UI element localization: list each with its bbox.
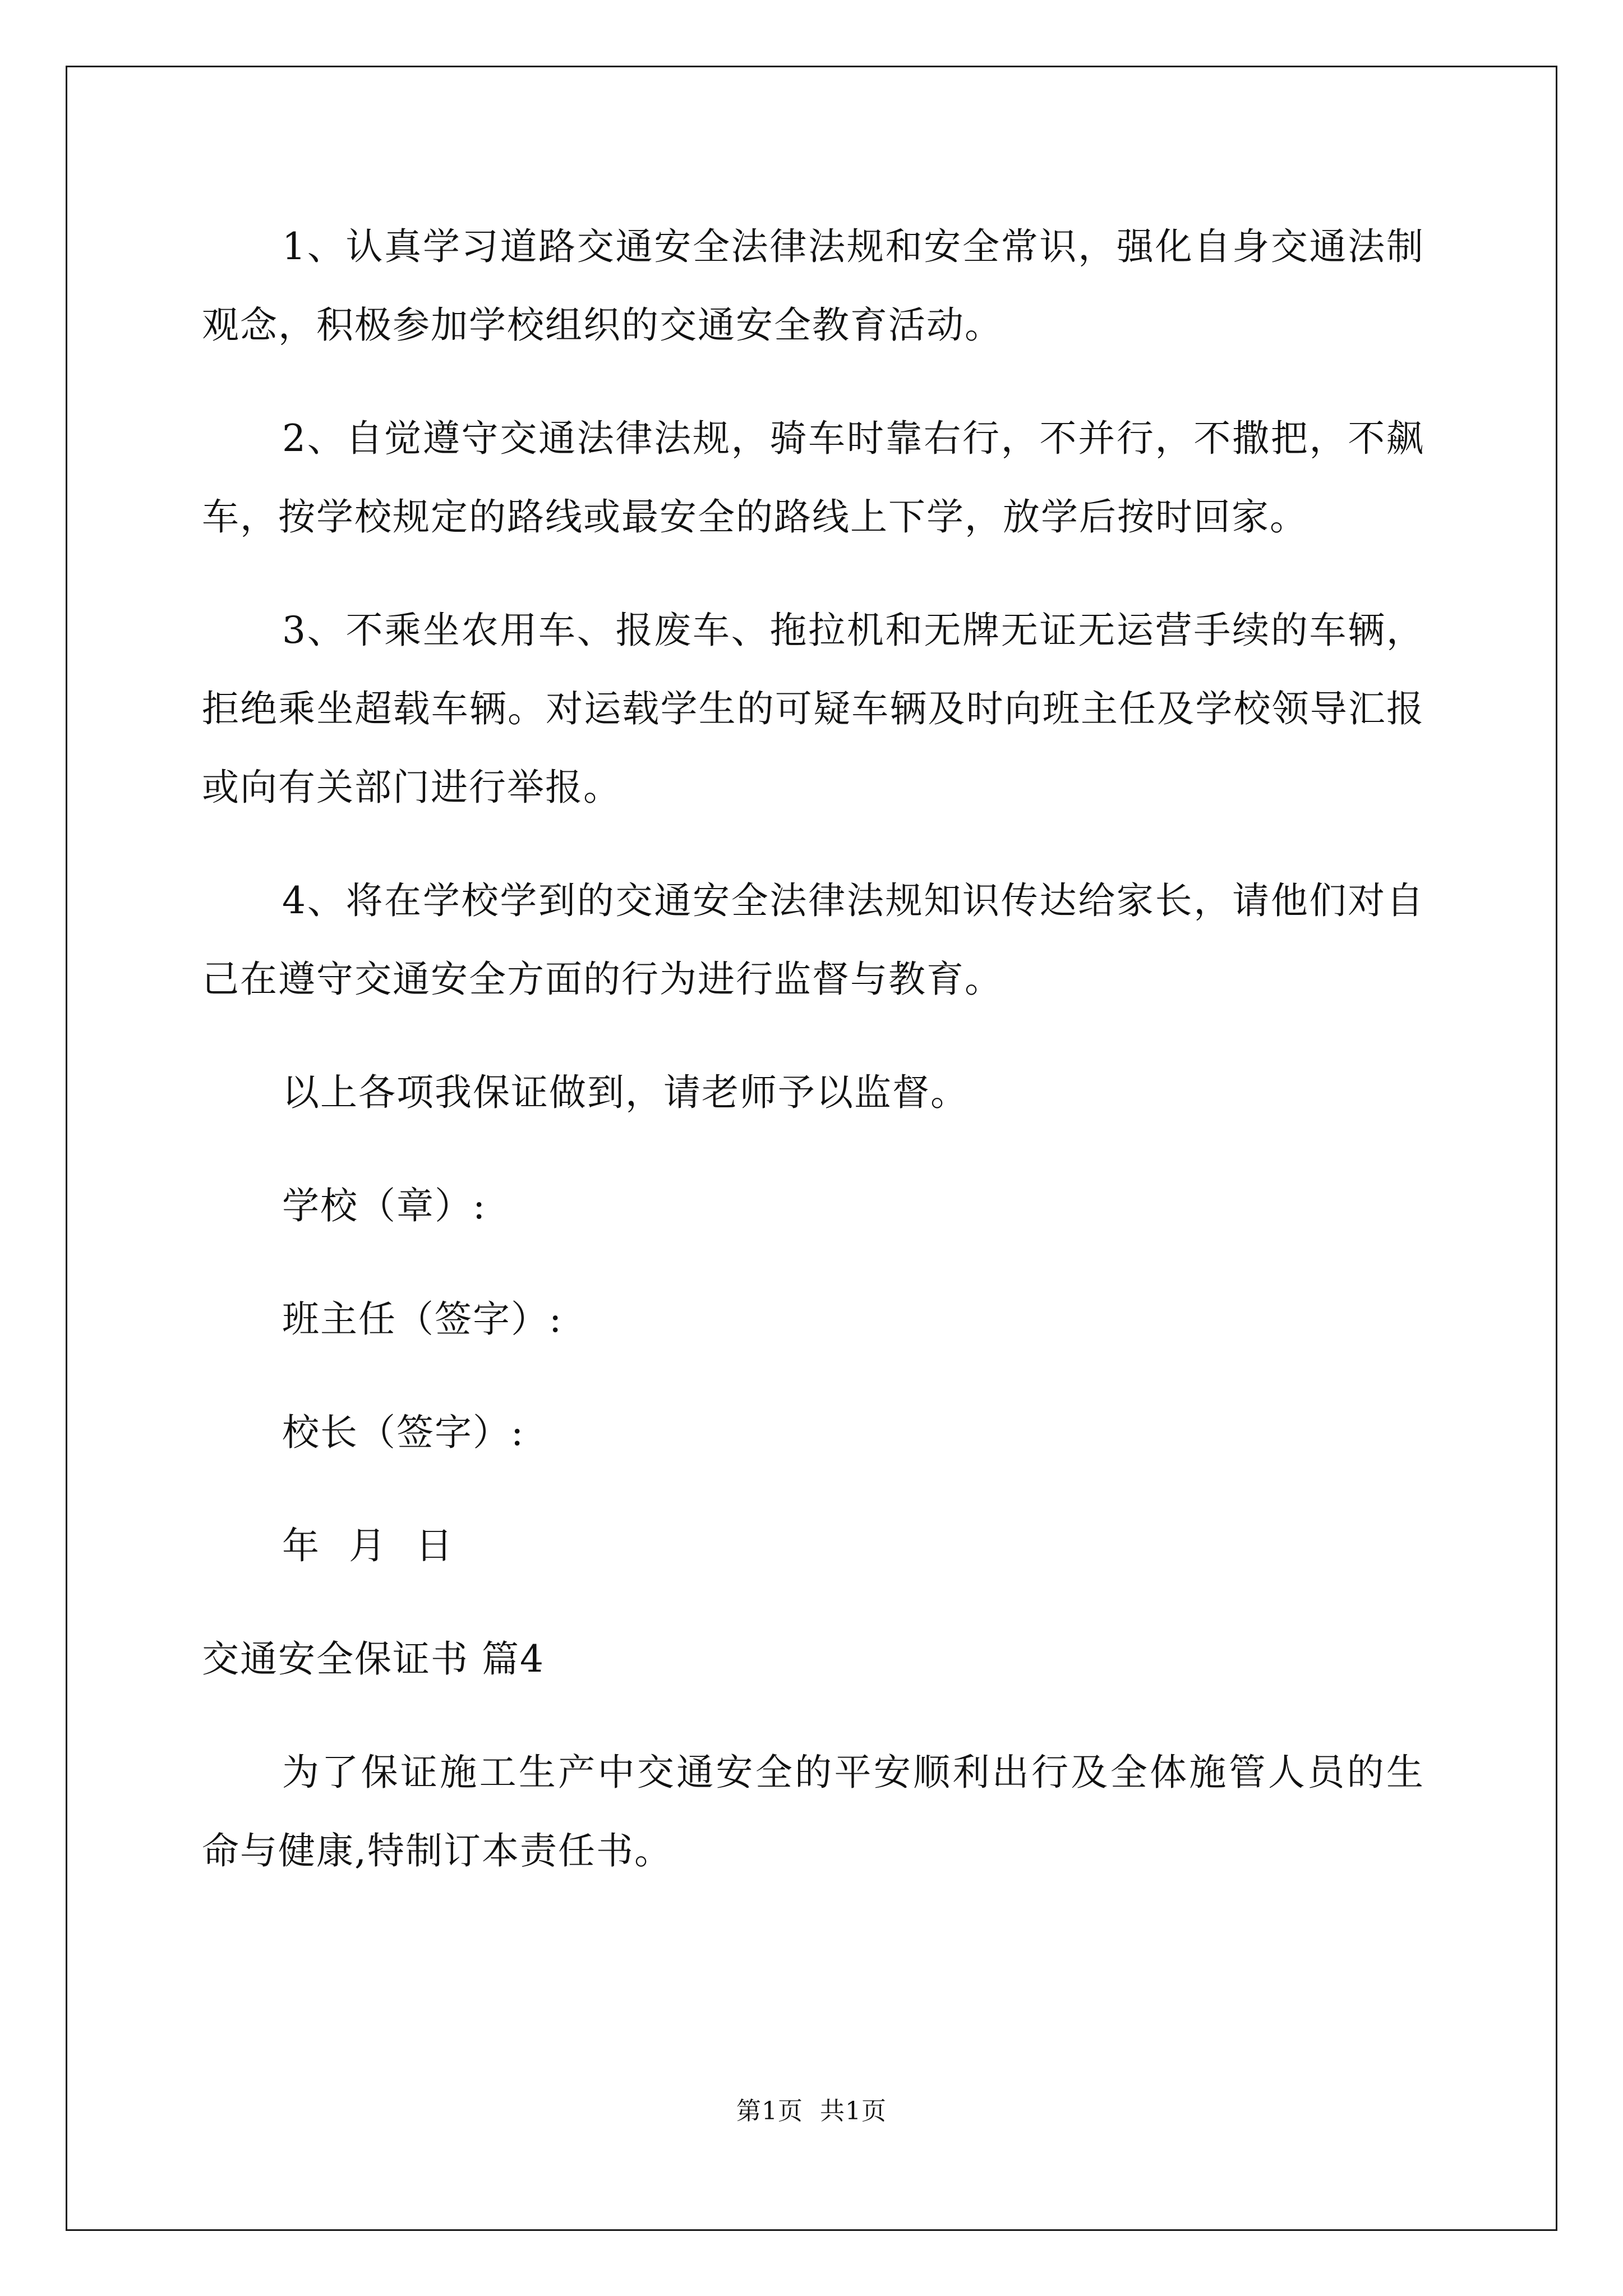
paragraph-4: 4、将在学校学到的交通安全法律法规知识传达给家长，请他们对自己在遵守交通安全方面的行为进行监督与教育。 [202,879,1424,1001]
paragraph-1: 1、认真学习道路交通安全法律法规和安全常识，强化自身交通法制观念，积极参加学校组织的交通安全教育活动。 [202,225,1424,347]
document-body [202,208,1424,1890]
paragraph-2: 2、自觉遵守交通法律法规，骑车时靠右行，不并行，不撒把，不飙车，按学校规定的路线或最安全的路线上下学，放学后按时回家。 [202,417,1424,539]
page-footer [0,2091,1623,2127]
page-number: 第1页 共1页 [736,2097,887,2125]
section-paragraph-1: 为了保证施工生产中交通安全的平安顺利出行及全体施管人员的生命与健康,特制订本责任书。 [202,1751,1424,1872]
date-line [202,1507,1424,1585]
date-text: 年 月 日 [282,1524,454,1567]
school-seal-line: 学校（章）: [282,1184,487,1227]
head-teacher-signature-line: 班主任（签字）: [282,1297,563,1341]
section-heading: 交通安全保证书 篇4 [202,1637,545,1681]
pledge-statement: 以上各项我保证做到，请老师予以监督。 [282,1071,969,1114]
paragraph-3: 3、不乘坐农用车、报废车、拖拉机和无牌无证无运营手续的车辆，拒绝乘坐超载车辆。对运载学生的可疑车辆及时向班主任及学校领导汇报或向有关部门进行举报。 [202,609,1424,809]
principal-signature-line: 校长（签字）: [282,1411,525,1454]
